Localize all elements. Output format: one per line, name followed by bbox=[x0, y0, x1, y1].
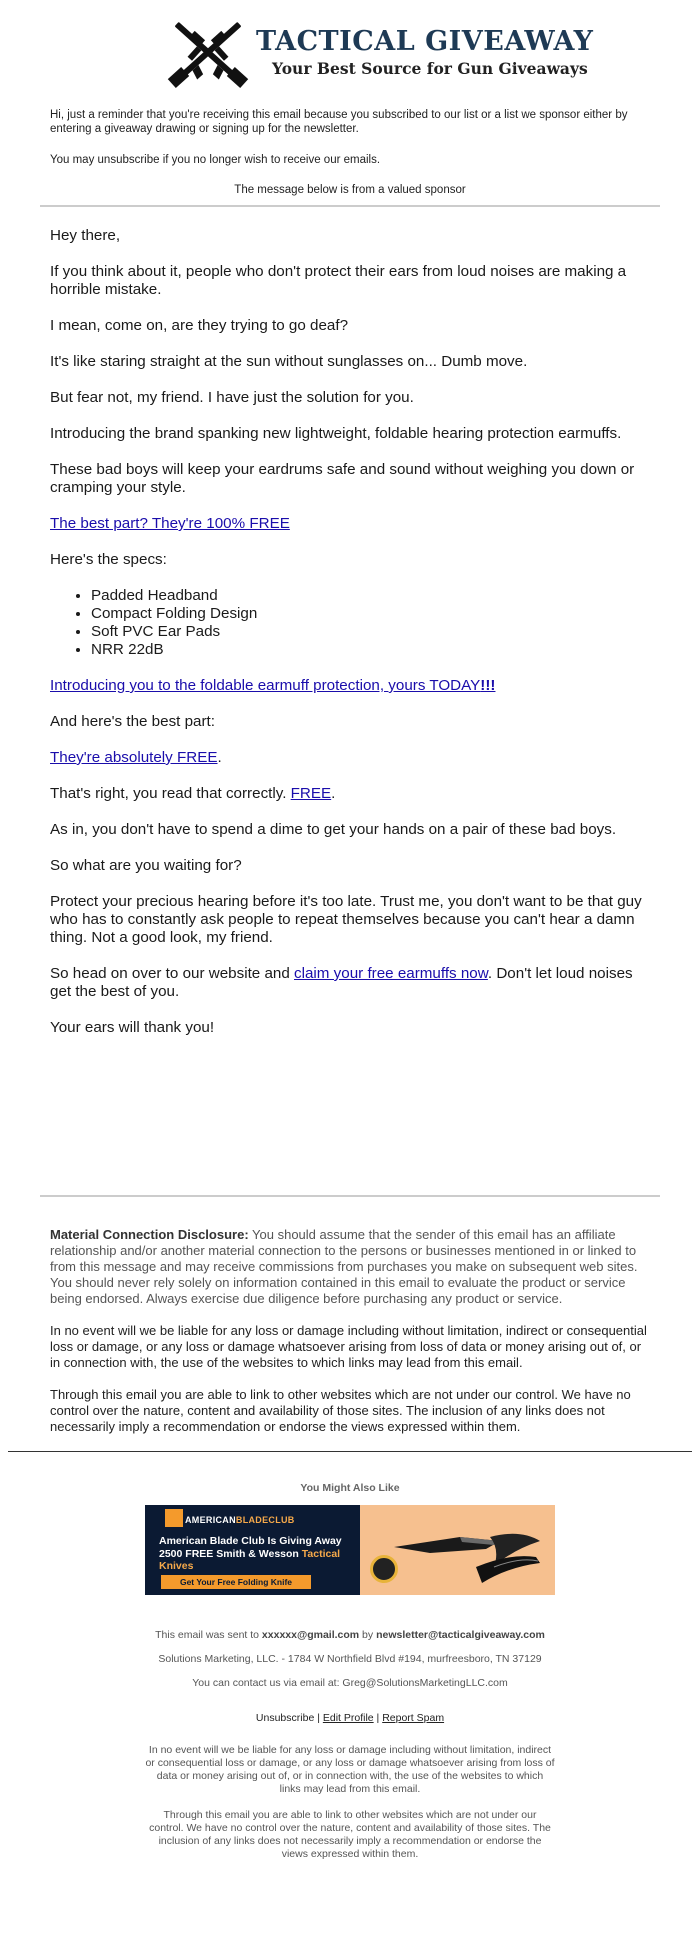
report-spam-link[interactable]: Report Spam bbox=[382, 1712, 445, 1724]
paragraph: But fear not, my friend. I have just the solution for you. bbox=[50, 389, 414, 406]
header-logo bbox=[0, 0, 700, 100]
list-item: • Soft PVC Ear Pads bbox=[91, 623, 650, 641]
ad-brand-b: BLADECLUB bbox=[235, 1515, 295, 1525]
ad-headline bbox=[159, 1535, 354, 1573]
external-links-text: Through this email you are able to link to other websites which are not under our control. We have no control over the nature, content and availability of those sites. The inclusion of any links does not necessarily imply a recommendation or endorse the views expressed within them. bbox=[50, 1387, 631, 1434]
paragraph bbox=[50, 515, 650, 533]
edit-profile-link[interactable]: Edit Profile bbox=[322, 1712, 374, 1724]
ad-brand-a: AMERICAN bbox=[185, 1515, 236, 1525]
sent-to-line bbox=[0, 1629, 700, 1641]
absolutely-free-link[interactable]: They're absolutely FREE bbox=[50, 749, 218, 766]
paragraph bbox=[50, 785, 650, 803]
best-part-link[interactable]: The best part? They're 100% FREE bbox=[50, 515, 290, 532]
ad-banner-left bbox=[145, 1505, 360, 1595]
list-item: • Padded Headband bbox=[91, 587, 650, 605]
footer-legal bbox=[145, 1744, 555, 1861]
contact-line: You can contact us via email at: Greg@SolutionsMarketingLLC.com bbox=[192, 1677, 508, 1689]
disclosure-heading: Material Connection Disclosure: bbox=[50, 1227, 249, 1242]
ad-banner[interactable] bbox=[145, 1505, 555, 1595]
specs-intro: Here's the specs: bbox=[50, 551, 167, 568]
separator: | bbox=[373, 1712, 383, 1724]
list-item: • Compact Folding Design bbox=[91, 605, 650, 623]
footer-external: Through this email you are able to link to other websites which are not under our control. We have no control over the nature, content and availability of those sites. The inclusion of any links does not necessarily imply a recommendation or endorse the views expressed within them. bbox=[149, 1809, 551, 1860]
paragraph: Protect your precious hearing before it's too late. Trust me, you don't want to be that guy who has to constantly ask people to repeat themselves because you can't hear a damn thing. Not a good look, my friend. bbox=[50, 893, 642, 946]
punctuation: . bbox=[331, 785, 336, 802]
recipient-email: xxxxxx@gmail.com bbox=[261, 1629, 360, 1641]
footer-liability: In no event will we be liable for any loss or damage including without limitation, indirect or consequential loss or damage, or any loss or damage whatsoever arising from loss of data or money arising out of, or in connection with, the use of the websites to which links may lead from this email. bbox=[145, 1744, 555, 1795]
paragraph: And here's the best part: bbox=[50, 713, 216, 730]
head-over-text-c: get the best of you. bbox=[50, 983, 180, 1000]
sender-email: newsletter@tacticalgiveaway.com bbox=[376, 1629, 545, 1641]
material-disclosure bbox=[50, 1227, 650, 1307]
subscription-reminder: Hi, just a reminder that you're receiving this email because you subscribed to our list or a list we sponsor either by entering a giveaway drawing or signing up for the newsletter. bbox=[50, 109, 628, 135]
ad-headline-b: Tactical Knives bbox=[159, 1547, 341, 1572]
paragraph bbox=[50, 749, 650, 767]
paragraph: I mean, come on, are they trying to go deaf? bbox=[50, 317, 349, 334]
ad-cta-button[interactable]: Get Your Free Folding Knife bbox=[161, 1575, 311, 1589]
free-link[interactable]: FREE bbox=[290, 785, 332, 802]
ad-banner-right bbox=[360, 1505, 555, 1595]
introducing-link-bang: !!! bbox=[480, 677, 496, 694]
spacer bbox=[50, 1055, 650, 1195]
blade-club-logo-icon bbox=[165, 1509, 183, 1527]
paragraph: These bad boys will keep your eardrums safe and sound without weighing you down or cramping your style. bbox=[50, 461, 635, 496]
paragraph bbox=[50, 965, 650, 1001]
logo-subtitle: Your Best Source for Gun Giveaways bbox=[272, 59, 588, 78]
unsubscribe-note: You may unsubscribe if you no longer wish to receive our emails. bbox=[50, 154, 381, 166]
you-might-also-like-heading: You Might Also Like bbox=[300, 1482, 400, 1494]
paragraph: As in, you don't have to spend a dime to get your hands on a pair of these bad boys. bbox=[50, 821, 617, 838]
logo-title: TACTICAL GIVEAWAY bbox=[256, 26, 594, 57]
paragraph bbox=[50, 677, 650, 695]
claim-earmuffs-link[interactable]: claim your free earmuffs now bbox=[294, 965, 488, 982]
disclosure-section bbox=[0, 1197, 700, 1435]
unsubscribe-link[interactable]: Unsubscribe bbox=[255, 1712, 315, 1724]
introducing-link[interactable] bbox=[50, 677, 495, 694]
list-item: • NRR 22dB bbox=[91, 641, 650, 659]
paragraph: If you think about it, people who don't protect their ears from loud noises are making a horrible mistake. bbox=[50, 263, 627, 298]
introducing-link-text: Introducing you to the foldable earmuff protection, yours TODAY bbox=[50, 677, 481, 694]
head-over-text: So head on over to our website and bbox=[50, 965, 295, 982]
intro-section bbox=[0, 100, 700, 167]
folding-knife-icon bbox=[390, 1527, 550, 1593]
ad-brand bbox=[185, 1515, 295, 1525]
punctuation: . bbox=[217, 749, 222, 766]
paragraph: Your ears will thank you! bbox=[50, 1019, 215, 1036]
ad-headline-a: American Blade Club Is Giving Away 2500 FREE Smith & Wesson bbox=[159, 1535, 342, 1560]
sponsor-note: The message below is from a valued sponsor bbox=[234, 184, 466, 196]
crossed-rifles-icon bbox=[158, 12, 258, 98]
paragraph: Introducing the brand spanking new lightweight, foldable hearing protection earmuffs. bbox=[50, 425, 622, 442]
message-body bbox=[0, 207, 700, 1195]
paragraph: It's like staring straight at the sun without sunglasses on... Dumb move. bbox=[50, 353, 528, 370]
sent-to-label: This email was sent to bbox=[155, 1629, 262, 1641]
read-correctly-text: That's right, you read that correctly. bbox=[50, 785, 291, 802]
paragraph: So what are you waiting for? bbox=[50, 857, 242, 874]
liability-text: In no event will we be liable for any loss or damage including without limitation, indirect or consequential loss or damage, or any loss or damage whatsoever arising from loss of data or money arising out of, or in connection with, the use of the websites to which links may lead from this email. bbox=[50, 1323, 647, 1370]
head-over-text-b: . Don't let loud noises bbox=[487, 965, 633, 982]
greeting: Hey there, bbox=[50, 227, 121, 244]
specs-list bbox=[50, 587, 650, 659]
disclosure-text: You should assume that the sender of this email has an affiliate relationship and/or another material connection to the persons or businesses mentioned in or linked to from this message and may receive commissions from purchases you make on subsequent web sites. You should never rely solely on information contained in this email to evaluate the product or service being endorsed. Always exercise due diligence before purchasing any product or service. bbox=[50, 1227, 638, 1306]
separator: | bbox=[314, 1712, 323, 1724]
company-address: Solutions Marketing, LLC. - 1784 W Northfield Blvd #194, murfreesboro, TN 37129 bbox=[158, 1653, 542, 1665]
sent-by-label: by bbox=[359, 1629, 377, 1641]
footer bbox=[0, 1452, 700, 1861]
footer-links bbox=[0, 1712, 700, 1724]
